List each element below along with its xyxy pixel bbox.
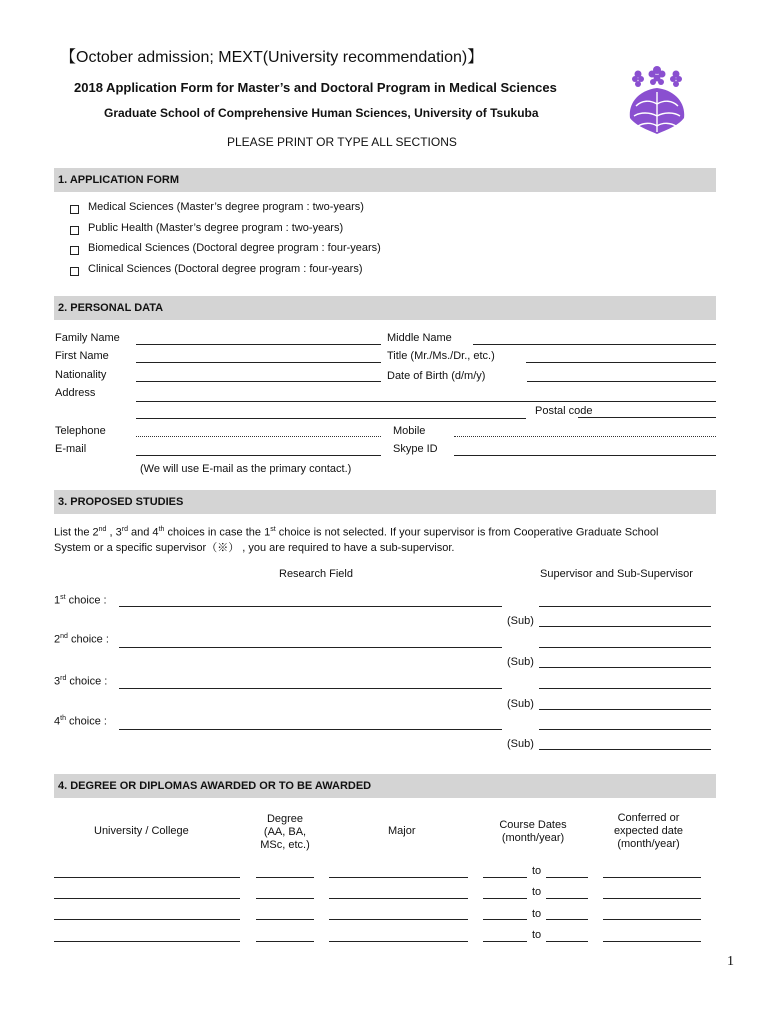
- university-field[interactable]: [54, 919, 240, 920]
- course-dates-column-header: Course Dates (month/year): [499, 819, 567, 844]
- section-2-header: [54, 296, 716, 320]
- university-crest-logo: [626, 64, 688, 138]
- skype-label: Skype ID: [393, 443, 438, 455]
- program-label: Public Health (Master’s degree program : two-years): [88, 222, 344, 234]
- form-title: 2018 Application Form for Master’s and Doctoral Program in Medical Sciences: [74, 80, 557, 95]
- first-name-field[interactable]: [136, 362, 381, 363]
- university-field[interactable]: [54, 877, 240, 878]
- choice-1-label: 1st choice :: [54, 594, 107, 607]
- choice-4-sub-supervisor-field[interactable]: [539, 749, 711, 750]
- address-field-line-1[interactable]: [136, 401, 716, 402]
- choice-3-sub-label: (Sub): [507, 698, 534, 710]
- course-end-field[interactable]: [546, 877, 588, 878]
- research-field-header: Research Field: [279, 568, 353, 580]
- course-end-field[interactable]: [546, 941, 588, 942]
- title-field[interactable]: [526, 362, 716, 363]
- course-start-field[interactable]: [483, 898, 527, 899]
- email-field[interactable]: [136, 455, 381, 456]
- section-4-title: 4. DEGREE OR DIPLOMAS AWARDED OR TO BE AWARDED: [58, 780, 372, 792]
- paulownia-crest-icon: [626, 64, 688, 138]
- dob-field[interactable]: [527, 381, 716, 382]
- middle-name-field[interactable]: [473, 344, 716, 345]
- major-field[interactable]: [329, 898, 468, 899]
- university-field[interactable]: [54, 941, 240, 942]
- admission-heading: 【October admission; MEXT(University recommendation)】: [60, 49, 484, 66]
- course-start-field[interactable]: [483, 877, 527, 878]
- supervisor-header: Supervisor and Sub-Supervisor: [540, 568, 693, 580]
- program-label: Medical Sciences (Master’s degree program : two-years): [88, 201, 364, 213]
- nationality-label: Nationality: [55, 369, 107, 381]
- section-3-header: [54, 490, 716, 514]
- nationality-field[interactable]: [136, 381, 381, 382]
- email-note: (We will use E-mail as the primary contact.): [140, 463, 352, 475]
- major-field[interactable]: [329, 941, 468, 942]
- first-name-label: First Name: [55, 350, 109, 362]
- print-instruction: PLEASE PRINT OR TYPE ALL SECTIONS: [227, 135, 457, 149]
- mobile-field[interactable]: [454, 436, 716, 437]
- university-field[interactable]: [54, 898, 240, 899]
- major-field[interactable]: [329, 877, 468, 878]
- conferred-date-field[interactable]: [603, 877, 701, 878]
- address-label: Address: [55, 387, 96, 399]
- section-3-title: 3. PROPOSED STUDIES: [58, 496, 184, 508]
- choice-2-supervisor-field[interactable]: [539, 647, 711, 648]
- choice-2-label: 2nd choice :: [54, 633, 109, 646]
- family-name-label: Family Name: [55, 332, 120, 344]
- mobile-label: Mobile: [393, 425, 426, 437]
- degree-column-header: Degree (AA, BA, MSc, etc.): [260, 813, 310, 851]
- choice-2-sub-supervisor-field[interactable]: [539, 667, 711, 668]
- choice-1-sub-supervisor-field[interactable]: [539, 626, 711, 627]
- program-checkbox[interactable]: [70, 246, 79, 255]
- choice-1-supervisor-field[interactable]: [539, 606, 711, 607]
- choice-4-research-field[interactable]: [119, 729, 502, 730]
- page-number: 1: [727, 954, 734, 969]
- choice-4-sub-label: (Sub): [507, 738, 534, 750]
- major-column-header: Major: [388, 825, 416, 837]
- degree-field[interactable]: [256, 898, 314, 899]
- program-label: Clinical Sciences (Doctoral degree program : four-years): [88, 263, 363, 275]
- choice-4-label: 4th choice :: [54, 715, 107, 728]
- program-checkbox[interactable]: [70, 267, 79, 276]
- dob-label: Date of Birth (d/m/y): [387, 370, 486, 382]
- conferred-date-field[interactable]: [603, 898, 701, 899]
- degree-field[interactable]: [256, 877, 314, 878]
- to-label: to: [532, 908, 542, 920]
- course-end-field[interactable]: [546, 898, 588, 899]
- studies-instruction-line-1: List the 2nd , 3rd and 4th choices in case the 1st choice is not selected. If your supervisor is from Cooperative Graduate School: [54, 526, 659, 539]
- conferred-date-column-header: Conferred or expected date (month/year): [613, 812, 684, 850]
- program-checkbox[interactable]: [70, 226, 79, 235]
- program-checkbox[interactable]: [70, 205, 79, 214]
- choice-3-supervisor-field[interactable]: [539, 688, 711, 689]
- section-4-header: [54, 774, 716, 798]
- course-start-field[interactable]: [483, 919, 527, 920]
- to-label: to: [532, 886, 542, 898]
- telephone-field[interactable]: [136, 436, 381, 437]
- to-label: to: [532, 929, 542, 941]
- choice-3-label: 3rd choice :: [54, 675, 108, 688]
- school-name: Graduate School of Comprehensive Human Sciences, University of Tsukuba: [104, 106, 539, 120]
- address-field-line-2[interactable]: [136, 418, 526, 419]
- studies-instruction-line-2: System or a specific supervisor（※） , you are required to have a sub-supervisor.: [54, 542, 455, 554]
- major-field[interactable]: [329, 919, 468, 920]
- choice-1-research-field[interactable]: [119, 606, 502, 607]
- title-label: Title (Mr./Ms./Dr., etc.): [387, 350, 495, 362]
- section-1-header: [54, 168, 716, 192]
- conferred-date-field[interactable]: [603, 919, 701, 920]
- middle-name-label: Middle Name: [387, 332, 452, 344]
- choice-1-sub-label: (Sub): [507, 615, 534, 627]
- conferred-date-field[interactable]: [603, 941, 701, 942]
- telephone-label: Telephone: [55, 425, 106, 437]
- section-1-title: 1. APPLICATION FORM: [58, 174, 179, 186]
- to-label: to: [532, 865, 542, 877]
- choice-3-research-field[interactable]: [119, 688, 502, 689]
- skype-field[interactable]: [454, 455, 716, 456]
- choice-2-sub-label: (Sub): [507, 656, 534, 668]
- degree-field[interactable]: [256, 941, 314, 942]
- email-label: E-mail: [55, 443, 87, 455]
- postal-code-label: Postal code: [535, 405, 593, 417]
- choice-4-supervisor-field[interactable]: [539, 729, 711, 730]
- course-start-field[interactable]: [483, 941, 527, 942]
- section-2-title: 2. PERSONAL DATA: [58, 302, 164, 314]
- program-label: Biomedical Sciences (Doctoral degree program : four-years): [88, 242, 381, 254]
- postal-code-field[interactable]: [578, 417, 716, 418]
- choice-2-research-field[interactable]: [119, 647, 502, 648]
- university-column-header: University / College: [94, 825, 189, 837]
- course-end-field[interactable]: [546, 919, 588, 920]
- choice-3-sub-supervisor-field[interactable]: [539, 709, 711, 710]
- family-name-field[interactable]: [136, 344, 381, 345]
- degree-field[interactable]: [256, 919, 314, 920]
